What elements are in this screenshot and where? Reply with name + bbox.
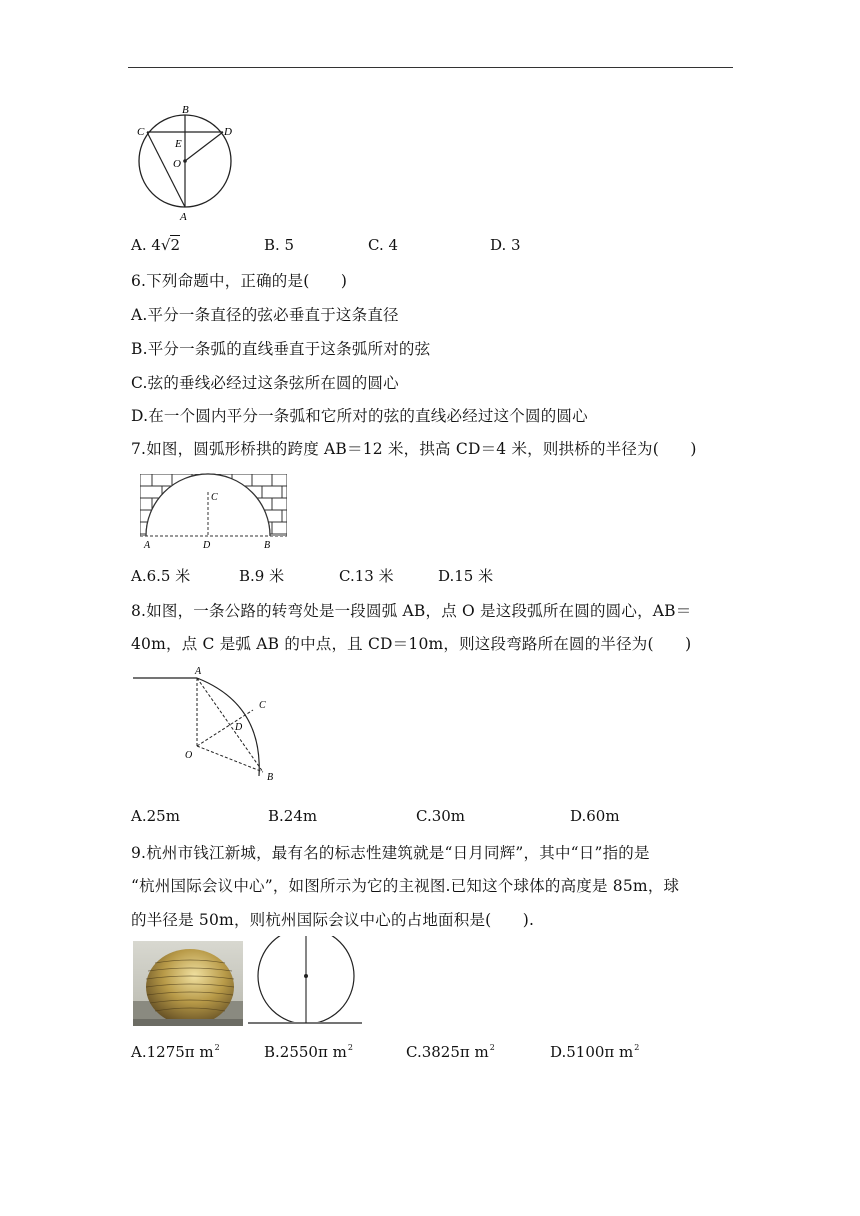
q8-segment-ab [197,678,263,772]
q9-option-b-sup: 2 [347,1043,353,1052]
q7-stem: 7.如图，圆弧形桥拱的跨度 AB＝12 米，拱高 CD＝4 米，则拱桥的半径为( ) [131,440,697,458]
q6-option-b: B.平分一条弧的直线垂直于这条弧所对的弦 [131,340,431,358]
q8-label-d: D [235,722,243,733]
q7-option-c: C.13 米 [339,567,394,585]
q7-label-d: D [203,540,211,551]
q8-label-c: C [259,700,266,711]
q9-center-dot [304,974,308,978]
q8-segment-oc [197,710,253,746]
q5-option-d: D. 3 [490,236,521,254]
q5-label-c: C [137,126,145,138]
q8-label-o: O [185,750,193,761]
q8-label-b: B [267,772,274,783]
q7-label-c: C [211,492,218,503]
radical-sign: √ [160,236,171,254]
q6-option-c: C.弦的垂线必经过这条弦所在圆的圆心 [131,374,399,392]
q8-option-b: B.24m [268,807,318,825]
q7-option-d: D.15 米 [438,567,494,585]
q9-stem-line1: 9.杭州市钱江新城，最有名的标志性建筑就是“日月同辉”，其中“日”指的是 [131,844,650,862]
q9-option-a [131,1043,220,1061]
q5-option-a-prefix: A. 4 [131,236,161,254]
q6-option-a: A.平分一条直径的弦必垂直于这条直径 [131,306,399,324]
q9-option-b [264,1043,353,1061]
q8-option-a: A.25m [131,807,180,825]
q5-option-a [131,236,180,254]
q9-option-d-text: D.5100π m [550,1043,634,1061]
q9-option-d-sup: 2 [634,1043,640,1052]
q5-segment-od [185,132,223,161]
q5-circle-figure [135,103,245,221]
q9-option-c-text: C.3825π m [406,1043,489,1061]
q9-option-a-text: A.1275π m [131,1043,214,1061]
q5-option-c: C. 4 [368,236,399,254]
q8-label-a: A [195,666,202,677]
q5-label-e: E [175,138,182,150]
q8-option-d: D.60m [570,807,620,825]
q7-label-b: B [264,540,271,551]
header-rule [128,67,733,68]
q7-bridge-figure [136,472,292,552]
q9-front-view-figure [246,936,364,1028]
q5-label-a: A [180,211,187,221]
q9-option-a-sup: 2 [214,1043,220,1052]
q5-label-o: O [173,158,181,170]
q9-stem-line3: 的半径是 50m，则杭州国际会议中心的占地面积是( ). [131,911,535,929]
q7-option-a: A.6.5 米 [131,567,191,585]
q5-option-a-radicand: 2 [170,236,181,254]
q9-option-c-sup: 2 [489,1043,495,1052]
q5-label-d: D [224,126,232,138]
q7-option-b: B.9 米 [239,567,285,585]
q9-option-b-text: B.2550π m [264,1043,347,1061]
q8-segment-ob [197,746,263,772]
q8-option-c: C.30m [416,807,466,825]
q7-label-a: A [144,540,151,551]
q5-label-b: B [182,104,189,116]
q8-road-arc [197,678,259,776]
q9-option-c [406,1043,495,1061]
q8-stem-line1: 8.如图，一条公路的转弯处是一段圆弧 AB，点 O 是这段弧所在圆的圆心，AB＝ [131,602,692,620]
q9-option-d [550,1043,639,1061]
q9-stem-line2: “杭州国际会议中心”，如图所示为它的主视图.已知这个球体的高度是 85m，球 [131,877,680,895]
q8-stem-line2: 40m，点 C 是弧 AB 的中点，且 CD＝10m，则这段弯路所在圆的半径为( ) [131,635,692,653]
q6-option-d: D.在一个圆内平分一条弧和它所对的弦的直线必经过这个圆的圆心 [131,407,588,425]
q5-option-b: B. 5 [264,236,295,254]
q9-building-photo [133,941,243,1026]
q6-stem: 6.下列命题中，正确的是( ) [131,272,348,290]
q5-center-dot [183,159,187,163]
q8-road-figure [133,664,283,790]
